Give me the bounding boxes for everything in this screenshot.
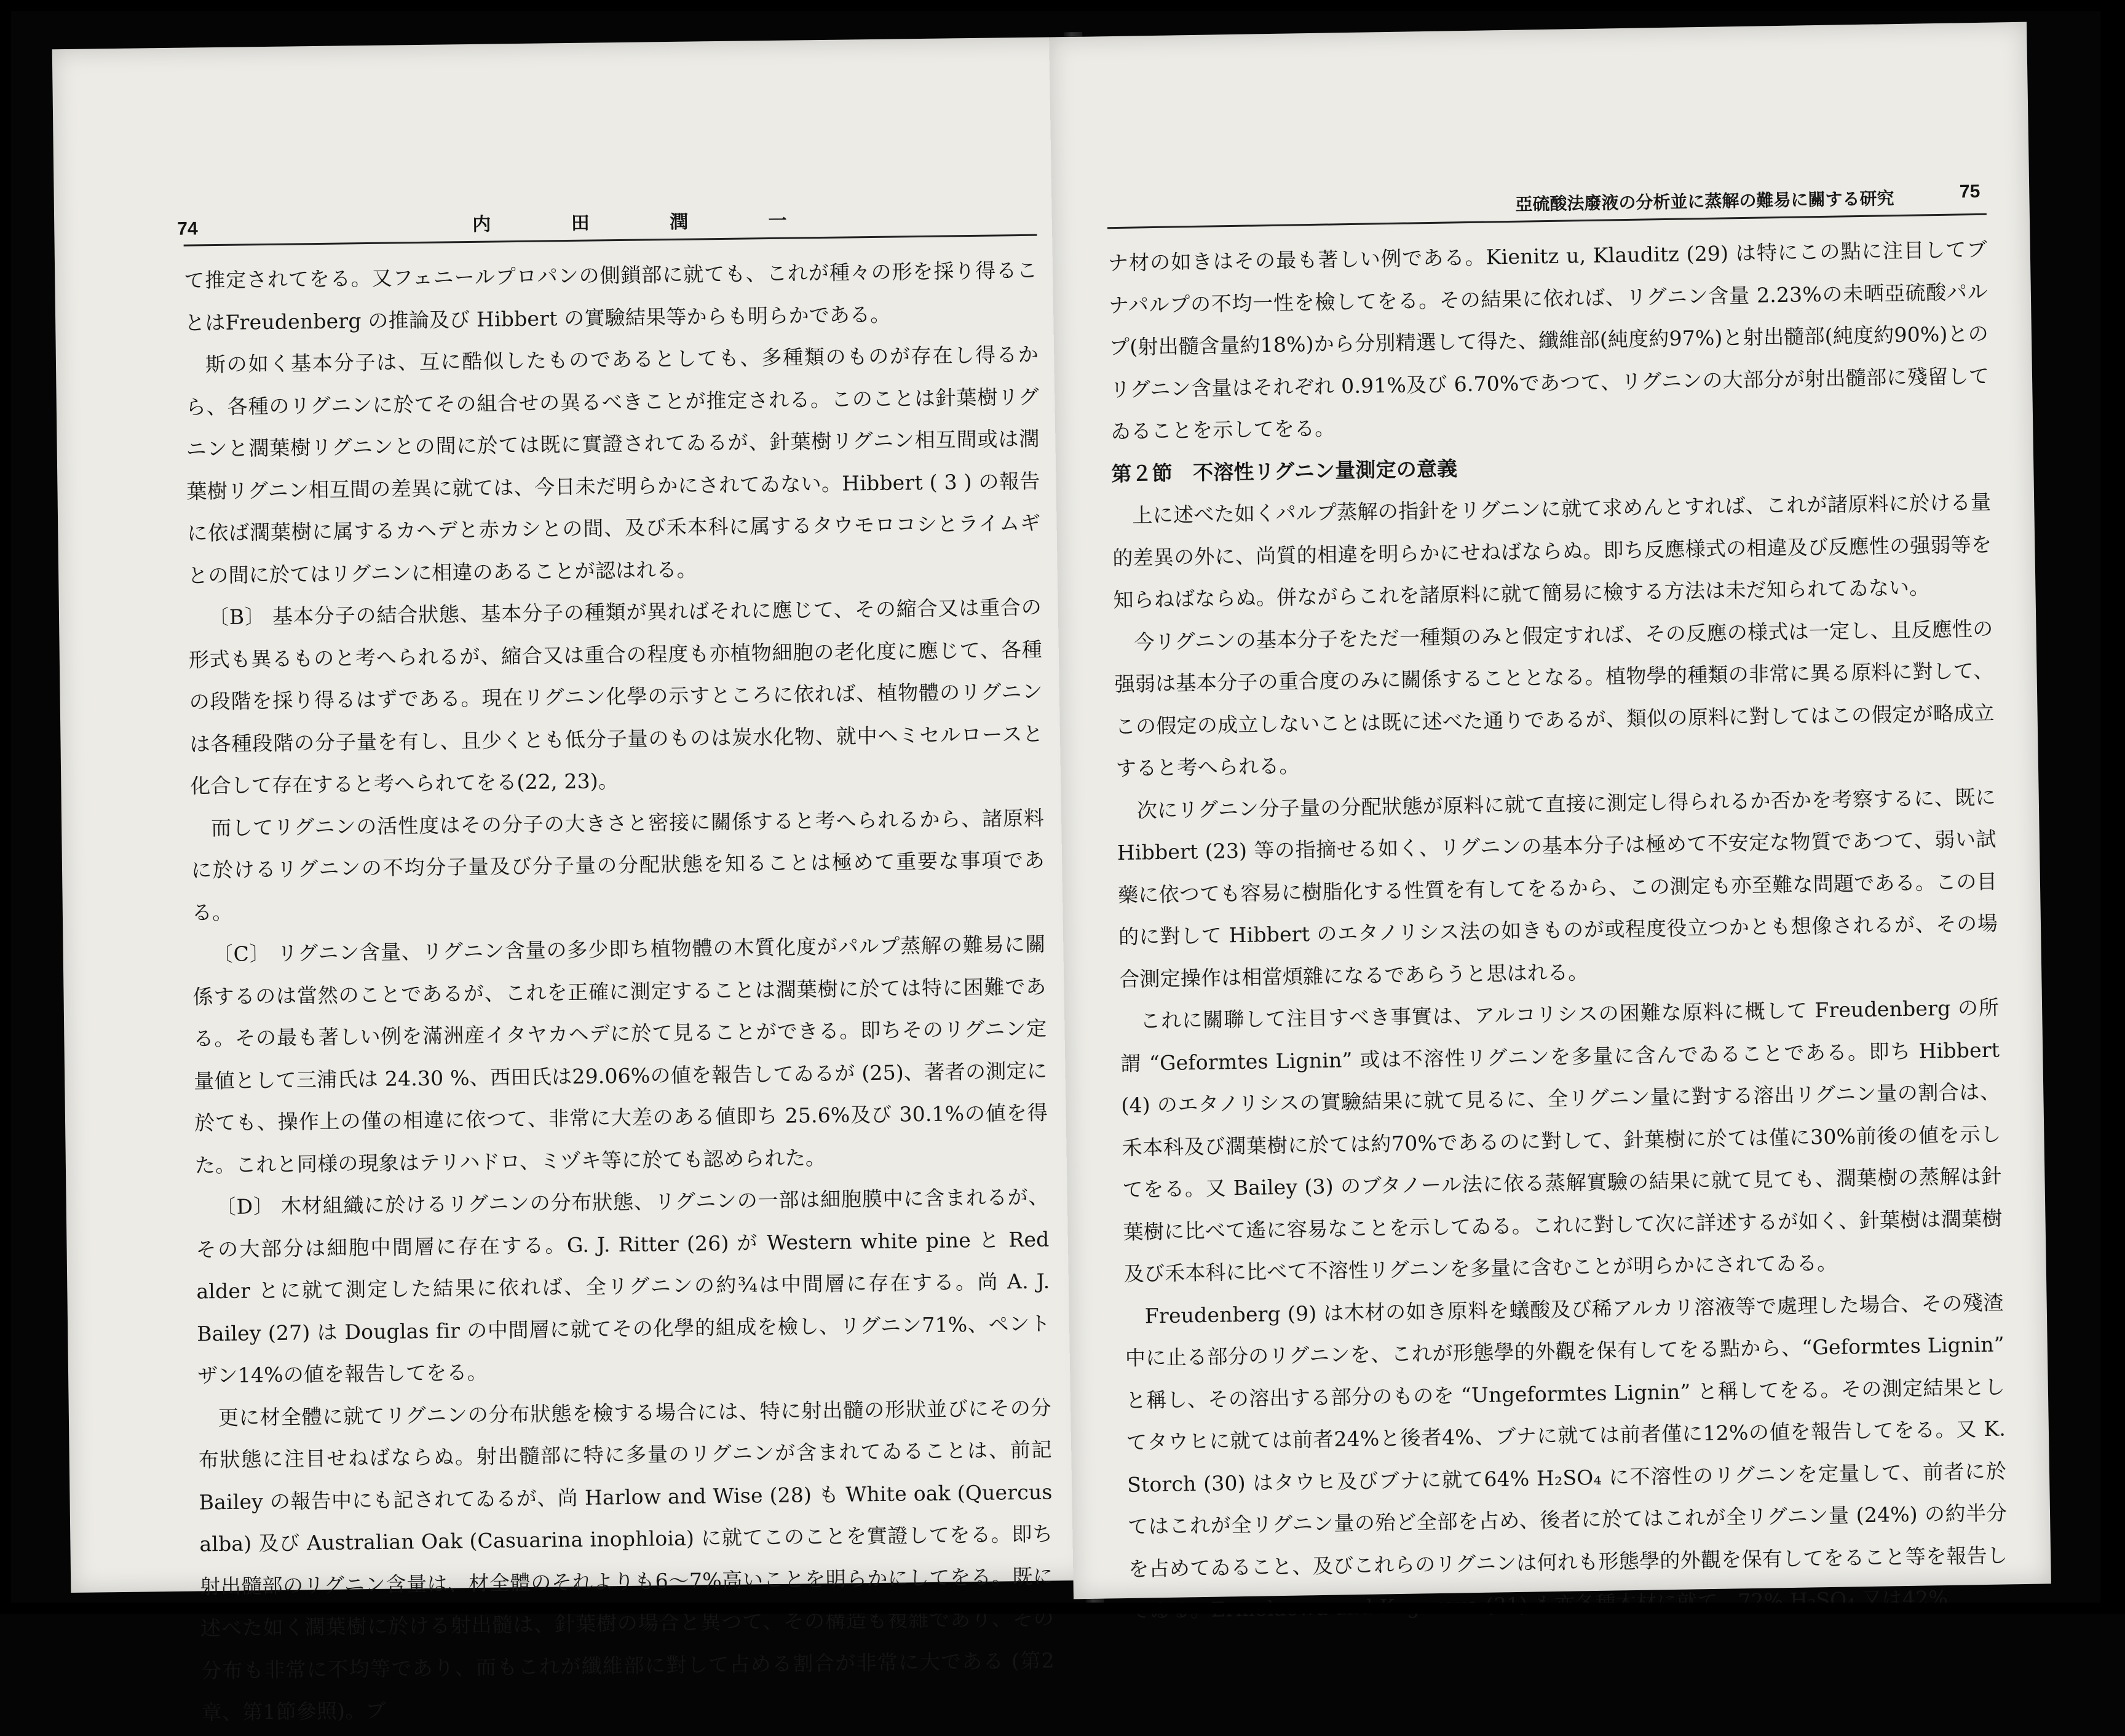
left-page — [52, 37, 1092, 1725]
right-page — [1049, 22, 2051, 1623]
right-page-number: 75 — [1959, 181, 1981, 202]
right-paragraph: ナ材の如きはその最も著しい例である。Kienitz u, Klauditz (29) は特にこの點に注目してブナパルプの不均一性を檢してをる。その結果に依れば、リグニン含量 2.23%の未晒亞硫酸パルプ(射出髓含量約18%)から分別精選して得た、纖維部(純度約97%)と射出髓部(純度約90%)とのリグニン含量はそれぞれ 0.91%及び 6.70%であつて、リグニンの大部分が射出髓部に殘留してゐることを示してをる。 — [1107, 237, 1990, 444]
right-paragraph: 次にリグニン分子量の分配狀態が原料に就て直接に測定し得られるか否かを考察するに、既に Hibbert (23) 等の指摘せる如く、リグニンの基本分子は極めて不安定な物質であつて、弱い試藥に依つても容易に樹脂化する性質を有してをるから、この測定も亦至難な問題である。この目的に對して Hibbert のエタノリシス法の如きものが或程度役立つかとも想像されるが、その場合測定操作は相當煩雜になるであらうと思はれる。 — [1117, 785, 1998, 991]
left-paragraph: て推定されてをる。又フェニールプロパンの側鎖部に就ても、これが種々の形を採り得ることはFreudenberg の推論及び Hibbert の實驗結果等からも明らかである。 — [184, 258, 1038, 335]
right-paragraph: これに關聯して注目すべき事實は、アルコリシスの困難な原料に概して Freudenberg の所謂 “Geformtes Lignin” 或は不溶性リグニンを多量に含んでゐることである。即ち Hibbert (4) のエタノリシスの實驗結果に就て見るに、全リグニン量に對する溶出リグニン量の割合は、禾本科及び濶葉樹に於ては約70%であるのに對して、針葉樹に於ては僅に30%前後の値を示してをる。又 Bailey (3) のブタノール法に依る蒸解實驗の結果に就て見ても、濶葉樹の蒸解は針葉樹に比べて遙に容易なことを示してゐる。これに對して次に詳述するが如く、針葉樹は濶葉樹及び禾本科に比べて不溶性リグニンを多量に含むことが明らかにされてゐる。 — [1120, 995, 2003, 1286]
right-running-head: 亞硫酸法廢液の分析並に蒸解の難易に關する研究 — [1515, 188, 1894, 215]
left-header — [177, 191, 1037, 247]
left-running-head: 内 田 潤 一 — [472, 209, 824, 236]
left-paragraph: 〔B〕 基本分子の結合狀態、基本分子の種類が異ればそれに應じて、その縮合又は重合の形式も異るものと考へられるが、縮合又は重合の程度も亦植物細胞の老化度に應じて、各種の段階を採り得るはずである。現在リグニン化學の示すところに依れば、植物體のリグニンは各種段階の分子量を有し、且少くとも低分子量のものは炭水化物、就中ヘミセルロースと化合して存在すると考へられてをる(22, 23)。 — [188, 595, 1043, 798]
left-body — [184, 250, 1055, 1734]
left-paragraph: 更に材全體に就てリグニンの分布狀態を檢する場合には、特に射出髓の形狀並びにその分布狀態に注目せねばならぬ。射出髓部に特に多量のリグニンが含まれてゐることは、前記 Bailey の報告中にも記されてゐるが、尚 Harlow and Wise (28) も White oak (Quercus alba) 及び Australian Oak (Casuarina inophloia) に就てこのことを實證してをる。即ち射出髓部のリグニン含量は、材全體のそれよりも6～7%高いことを明らかにしてをる。既に述べた如く濶葉樹に於ける射出髓は、針葉樹の場合と異つて、その構造も複雜であり、その分布も非常に不均等であり、而もこれが纖維部に對して占める割合が非常に大である (第2章、第1節參照)。ブ — [198, 1395, 1055, 1725]
left-paragraph: 〔C〕 リグニン含量、リグニン含量の多少即ち植物體の木質化度がパルプ蒸解の難易に關係するのは當然のことであるが、これを正確に測定することは濶葉樹に於ては特に困難である。その最も著しい例を滿洲産イタヤカヘデに於て見ることができる。即ちそのリグニン定量値として三浦氏は 24.30 %、西田氏は29.06%の値を報告してゐるが (25)、著者の測定に於ても、操作上の僅の相違に依つて、非常に大差のある値即ち 25.6%及び 30.1%の値を得た。これと同様の現象はテリハドロ、ミヅキ等に於ても認められた。 — [192, 932, 1048, 1178]
right-paragraph: 上に述べた如くパルプ蒸解の指針をリグニンに就て求めんとすれば、これが諸原料に於ける量的差異の外に、尚質的相違を明らかにせねばならぬ。即ち反應様式の相違及び反應性の强弱等を知らねばならぬ。併ながらこれを諸原料に就て簡易に檢する方法は未だ知られてゐない。 — [1112, 489, 1992, 612]
right-header — [1107, 170, 1987, 229]
left-paragraph: 而してリグニンの活性度はその分子の大きさと密接に關係すると考へられるから、諸原料に於けるリグニンの不均分子量及び分子量の分配狀態を知ることは極めて重要な事項である。 — [191, 806, 1045, 925]
right-body — [1107, 229, 2008, 1633]
right-paragraph: Freudenberg (9) は木材の如き原料を蟻酸及び稀アルカリ溶液等で處理した場合、その殘渣中に止る部分のリグニンを、これが形態學的外觀を保有してをる點から、“Geformtes Lignin” と稱し、その溶出する部分のものを “Ungeformtes Lignin” と稱してをる。その測定結果としてタウヒに就ては前者24%と後者4%、ブナに就ては前者僅に12%の値を報告してをる。又 K. Storch (30) はタウヒ及びブナに就て64% H₂SO₄ に不溶性のリグニンを定量して、前者に於てはこれが全リグニン量の殆ど全部を占め、後者に於てはこれが全リグニン量 (24%) の約半分を占めてゐること、及びこれらのリグニンは何れも形態學的外觀を保有してをること等を報告してゐる。Ermolaewa and Kogurova (31) も亦各種木材に就て、72% H₂SO₄ 又は42% — [1125, 1290, 2008, 1623]
section-heading: 第２節 不溶性リグニン量測定の意義 — [1111, 456, 1458, 486]
right-paragraph: 今リグニンの基本分子をただ一種類のみと假定すれば、その反應の様式は一定し、且反應性の强弱は基本分子の重合度のみに關係することとなる。植物學的種類の非常に異る原料に對して、この假定の成立しないことは既に述べた通りであるが、類似の原料に對してはこの假定が略成立すると考へられる。 — [1114, 616, 1995, 781]
left-paragraph: 斯の如く基本分子は、互に酷似したものであるとしても、多種類のものが存在し得るから、各種のリグニンに於てその組合せの異るべきことが推定される。このことは針葉樹リグニンと濶葉樹リグニンとの間に於ては既に實證されてゐるが、針葉樹リグニン相互間或は濶葉樹リグニン相互間の差異に就ては、今日未だ明らかにされてゐない。Hibbert ( 3 ) の報告に依ば濶葉樹に属するカヘデと赤カシとの間、及び禾本科に属するタウモロコシとライムギとの間に於てはリグニンに相違のあることが認はれる。 — [185, 342, 1041, 588]
left-page-number: 74 — [177, 218, 198, 239]
left-paragraph: 〔D〕 木材組織に於けるリグニンの分布狀態、リグニンの一部は細胞膜中に含まれるが、その大部分は細胞中間層に存在する。G. J. Ritter (26) が Western white pine と Red alder とに就て測定した結果に依れば、全リグニンの約¾は中間層に存在する。尚 A. J. Bailey (27) は Douglas fir の中間層に就てその化學的組成を檢し、リグニン71%、ペントザン14%の値を報告してをる。 — [196, 1184, 1051, 1388]
